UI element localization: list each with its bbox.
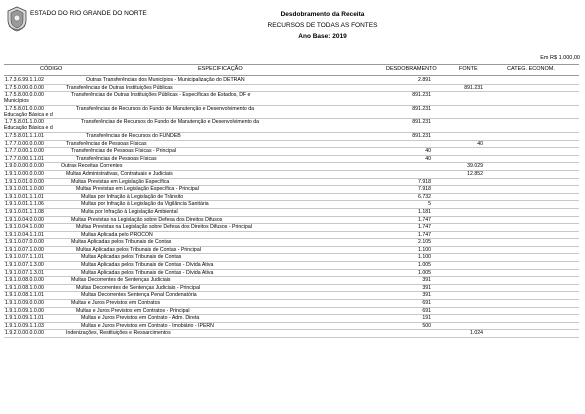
row-desdobramento: 5 — [428, 201, 431, 208]
row-desdobramento: 40 — [425, 155, 431, 162]
row-code: 1.9.1.0.07.1.1.01 — [5, 254, 44, 261]
row-specification: Indenizações, Restituições e Ressarcimentos — [66, 330, 171, 337]
row-specification: Transferências de Recursos do Fundo de Manutenção e Desenvolvimento da — [76, 105, 255, 112]
row-desdobramento: 391 — [422, 284, 431, 291]
table-row — [4, 262, 579, 270]
row-specification: Transferências de Outras Instituições Públicas — [66, 84, 173, 91]
row-desdobramento: 2.891 — [418, 77, 431, 83]
table-row — [4, 300, 579, 308]
row-code: 1.9.1.0.01.1.0.00 — [5, 186, 44, 193]
row-desdobramento: 1.100 — [418, 254, 431, 261]
row-specification: Multas Previstas em Legislação Específica — [71, 178, 170, 185]
row-specification: Outras Receitas Correntes — [61, 163, 123, 170]
row-desdobramento: 191 — [422, 315, 431, 322]
row-specification: Multa por Infração à Legislação Ambiental — [81, 208, 178, 215]
table-row — [4, 133, 579, 141]
row-specification-continued: Municípios — [4, 98, 29, 105]
row-desdobramento: 891.231 — [412, 119, 431, 126]
row-code: 1.9.2.0.00.0.0.00 — [5, 330, 44, 337]
report-title: Desdobramento da Receita — [280, 11, 365, 18]
row-code: 1.9.1.0.07.1.3.00 — [5, 262, 44, 269]
row-desdobramento: 891.231 — [412, 105, 431, 112]
col-desdobramento-header: DESDOBRAMENTO — [386, 66, 437, 72]
row-specification: Multas Aplicadas pelos Tribunais de Contas — [81, 254, 182, 261]
table-row — [4, 92, 579, 106]
table-row — [4, 285, 579, 293]
row-desdobramento: 1.100 — [418, 246, 431, 253]
row-code: 1.7.5.8.01.0.0.00 — [5, 105, 44, 112]
row-specification: Transferências de Outras Instituições Públicas - Específicas de Estados, DF e — [71, 92, 251, 99]
row-specification: Multas e Juros Previstos em Contrato - Imobiário - IPERN — [81, 322, 214, 329]
table-row — [4, 85, 579, 93]
table-row — [4, 77, 579, 85]
row-desdobramento: 2.105 — [418, 239, 431, 246]
row-code: 1.7.7.0.00.1.1.01 — [5, 155, 44, 162]
row-desdobramento: 891.231 — [412, 132, 431, 139]
row-fonte: 39.029 — [467, 163, 483, 170]
row-code: 1.9.1.0.08.1.1.01 — [5, 292, 44, 299]
table-row — [4, 239, 579, 247]
state-name: ESTADO DO RIO GRANDE DO NORTE — [30, 10, 147, 17]
row-code: 1.9.1.0.07.1.3.01 — [5, 269, 44, 276]
row-code: 1.7.5.0.00.0.0.00 — [5, 84, 44, 91]
row-specification: Multas Aplicadas pelos Tribunais de Contas - Dívida Ativa — [81, 269, 214, 276]
row-specification-continued: Educação Básica e d — [4, 125, 53, 132]
row-code: 1.7.5.8.00.0.0.00 — [5, 92, 44, 99]
table-row — [4, 330, 579, 338]
col-categ-header: CATEG. ECONOM. — [507, 66, 555, 72]
col-fonte-header: FONTE — [459, 66, 478, 72]
table-row — [4, 141, 579, 149]
row-code: 1.9.1.0.09.1.0.00 — [5, 307, 44, 314]
row-specification: Multas e Juros Previstos em Contratos — [71, 300, 161, 307]
row-specification-continued: Educação Básica e d — [4, 111, 53, 118]
row-code: 1.9.1.0.00.0.0.00 — [5, 170, 44, 177]
row-specification: Multas e Juros Previstos em Contrato - Adm. Direta — [81, 315, 200, 322]
row-code: 1.9.1.0.01.1.1.01 — [5, 193, 44, 200]
table-row — [4, 148, 579, 156]
row-desdobramento: 391 — [422, 277, 431, 284]
table-row — [4, 292, 579, 300]
table-row — [4, 209, 579, 217]
table-row — [4, 163, 579, 171]
row-code: 1.9.1.0.04.0.0.00 — [5, 216, 44, 223]
row-desdobramento: 691 — [422, 307, 431, 314]
table-row — [4, 194, 579, 202]
table-row — [4, 156, 579, 164]
row-code: 1.7.7.0.00.0.0.00 — [5, 140, 44, 147]
row-code: 1.9.1.0.01.0.0.00 — [5, 178, 44, 185]
row-desdobramento: 500 — [422, 322, 431, 329]
table-row — [4, 323, 579, 331]
row-specification: Multas por Infração à Legislação de Trânsito — [81, 193, 184, 200]
row-fonte: 1.024 — [470, 330, 483, 337]
row-desdobramento: 1.747 — [418, 224, 431, 231]
row-desdobramento: 1.005 — [418, 269, 431, 276]
row-fonte: 891.231 — [464, 84, 483, 91]
row-specification: Transferências de Pessoas Físicas — [76, 155, 157, 162]
col-code-header: CÓDIGO — [40, 66, 63, 72]
row-specification: Multas Aplicada pelo PROCON — [81, 231, 153, 238]
table-row — [4, 201, 579, 209]
table-row — [4, 308, 579, 316]
row-specification: Multas Previstas em Legislação Específica - Principal — [76, 186, 199, 193]
row-code: 1.9.0.0.00.0.0.00 — [5, 163, 44, 170]
row-desdobramento: 1.181 — [418, 208, 431, 215]
currency-unit: Em R$ 1.000,00 — [540, 55, 580, 61]
table-row — [4, 232, 579, 240]
row-code: 1.9.1.0.09.0.0.00 — [5, 300, 44, 307]
row-specification: Multas Aplicadas pelos Tribunais de Contas - Principal — [76, 246, 201, 253]
table-row — [4, 224, 579, 232]
state-seal-icon — [6, 6, 28, 32]
table-row — [4, 217, 579, 225]
table-row — [4, 186, 579, 194]
table-row — [4, 270, 579, 278]
table-row — [4, 315, 579, 323]
row-code: 1.9.1.0.01.1.1.06 — [5, 201, 44, 208]
row-code: 1.9.1.0.08.0.0.00 — [5, 277, 44, 284]
row-specification: Transferências de Pessoas Físicas — [66, 140, 147, 147]
row-specification: Multas Aplicadas pelos Tribunais de Contas — [71, 239, 172, 246]
row-desdobramento: 7.918 — [418, 178, 431, 185]
row-desdobramento: 40 — [425, 148, 431, 155]
row-desdobramento: 1.747 — [418, 231, 431, 238]
row-desdobramento: 691 — [422, 300, 431, 307]
row-code: 1.9.1.0.07.1.0.00 — [5, 246, 44, 253]
row-code: 1.9.1.0.04.1.1.01 — [5, 231, 44, 238]
row-specification: Multas Decorrentes Sentença Penal Condenatória — [81, 292, 197, 299]
col-spec-header: ESPECIFICAÇÃO — [198, 66, 243, 72]
row-desdobramento: 891.231 — [412, 92, 431, 99]
row-code: 1.7.5.8.01.1.0.00 — [5, 119, 44, 126]
row-specification: Multas Aplicadas pelos Tribunais de Contas - Dívida Ativa — [81, 262, 214, 269]
row-desdobramento: 391 — [422, 292, 431, 299]
row-specification: Multas Previstas na Legislação sobre Defesa dos Direitos Difusos - Principal — [76, 224, 252, 231]
table-row — [4, 254, 579, 262]
row-fonte: 12.852 — [467, 170, 483, 177]
row-code: 1.7.3.6.99.1.1.02 — [5, 77, 44, 83]
row-specification: Multas Administrativas, Contratuais e Judiciais — [66, 170, 173, 177]
row-desdobramento: 6.732 — [418, 193, 431, 200]
row-desdobramento: 1.005 — [418, 262, 431, 269]
row-specification: Transferências de Pessoas Físicas - Principal — [71, 148, 177, 155]
table-row — [4, 171, 579, 179]
row-code: 1.9.1.0.04.1.0.00 — [5, 224, 44, 231]
revenue-table-body — [4, 77, 579, 338]
row-code: 1.9.1.0.01.1.1.08 — [5, 208, 44, 215]
row-specification: Multas por Infração à Legislação da Vigilância Sanitária — [81, 201, 209, 208]
row-specification: Multas Previstas na Legislação sobre Defesa dos Direitos Difusos — [71, 216, 223, 223]
table-header — [4, 64, 579, 76]
base-year: Ano Base: 2019 — [298, 33, 347, 40]
table-row — [4, 106, 579, 120]
row-desdobramento: 7.918 — [418, 186, 431, 193]
table-row — [4, 247, 579, 255]
row-specification: Multas e Juros Previstos em Contratos - Principal — [76, 307, 190, 314]
row-code: 1.9.1.0.09.1.1.03 — [5, 322, 44, 329]
table-row — [4, 119, 579, 133]
row-specification: Multas Decorrentes de Sentenças Judiciais — [71, 277, 171, 284]
row-code: 1.9.1.0.07.0.0.00 — [5, 239, 44, 246]
row-code: 1.7.7.0.00.1.0.00 — [5, 148, 44, 155]
row-code: 1.7.5.8.01.1.1.01 — [5, 132, 44, 139]
row-specification: Outras Transferências dos Municípios - Municipalização do DETRAN — [86, 77, 245, 83]
row-fonte: 40 — [477, 140, 483, 147]
row-desdobramento: 1.747 — [418, 216, 431, 223]
row-specification: Multas Decorrentes de Sentenças Judiciais - Principal — [76, 284, 200, 291]
row-code: 1.9.1.0.08.1.0.00 — [5, 284, 44, 291]
table-row — [4, 277, 579, 285]
report-subtitle: RECURSOS DE TODAS AS FONTES — [267, 22, 378, 29]
row-code: 1.9.1.0.09.1.1.01 — [5, 315, 44, 322]
table-row — [4, 179, 579, 187]
row-specification: Transferências de Recursos do FUNDEB — [86, 132, 181, 139]
row-specification: Transferências de Recursos do Fundo de Manutenção e Desenvolvimento da — [81, 119, 260, 126]
